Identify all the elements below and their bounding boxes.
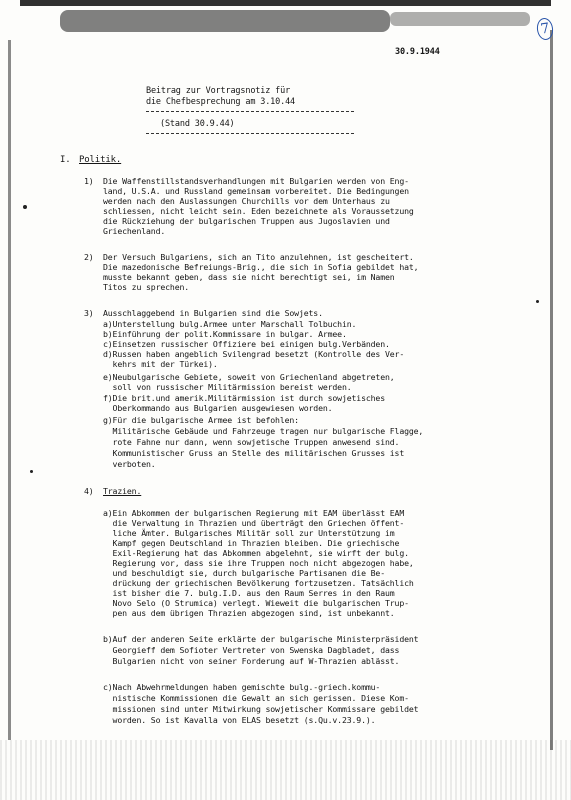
paragraph-3-intro: Ausschlaggebend in Bulgarien sind die Sowjets.	[103, 308, 323, 318]
paragraph-1-line: Griechenland.	[103, 226, 166, 236]
paragraph-3-item: e)Neubulgarische Gebiete, soweit von Griechenland abgetreten,	[103, 372, 395, 382]
paragraph-4a-line: liche Ämter. Bulgarisches Militär soll zur Unterstützung im	[103, 528, 395, 538]
paragraph-4a-line: ist bisher die 7. bulg.I.D. aus den Raum Serres in den Raum	[103, 588, 395, 598]
paragraph-2-line: Die mazedonische Befreiungs-Brig., die sich in Sofia gebildet hat,	[103, 262, 419, 272]
paragraph-1-line: Die Waffenstillstandsverhandlungen mit Bulgarien werden von Eng-	[103, 176, 409, 186]
paragraph-2-number: 2)	[84, 252, 94, 262]
paragraph-4a-line: pen aus dem übrigen Thrazien abgezogen sind, ist unbekannt.	[103, 608, 395, 618]
paragraph-4b-line: Georgieff dem Sofioter Vertreter von Swenska Dagbladet, dass	[103, 645, 400, 655]
paragraph-4b-line: b)Auf der anderen Seite erklärte der bulgarische Ministerpräsident	[103, 634, 419, 644]
copy-speck	[30, 470, 33, 473]
paragraph-4a-line: drückung der griechischen Bevölkerung fortzusetzen. Tatsächlich	[103, 578, 414, 588]
document-date: 30.9.1944	[395, 47, 440, 57]
copy-speck	[23, 205, 27, 209]
paragraph-2-line: Der Versuch Bulgariens, sich an Tito anzulehnen, ist gescheitert.	[103, 252, 414, 262]
paragraph-2-line: Titos zu sprechen.	[103, 282, 190, 292]
paragraph-3-item: b)Einführung der polit.Kommissare in bulgar. Armee.	[103, 329, 347, 339]
paragraph-2-line: musste bekannt geben, dass sie nicht berechtigt sei, im Namen	[103, 272, 395, 282]
paragraph-4-number: 4)	[84, 486, 94, 496]
copy-edge-right	[550, 30, 553, 750]
copy-edge-left	[8, 40, 11, 740]
paragraph-1-line: land, U.S.A. und Russland gemeinsam vorbereitet. Die Bedingungen	[103, 186, 409, 196]
paragraph-4a-line: die Verwaltung in Thrazien und überträgt den Griechen öffent-	[103, 518, 405, 528]
title-status: (Stand 30.9.44)	[160, 119, 235, 129]
paragraph-3-item: g)Für die bulgarische Armee ist befohlen:	[103, 415, 299, 425]
copy-speck	[536, 300, 539, 303]
paragraph-4c-line: missionen sind unter Mitwirkung sowjetischer Kommissare gebildet	[103, 704, 419, 714]
paragraph-3-item: Kommunistischer Gruss an Stelle des militärischen Grusses ist	[103, 448, 405, 458]
paragraph-3-item: f)Die brit.und amerik.Militärmission ist durch sowjetisches	[103, 393, 385, 403]
paragraph-4a-line: und beschuldigt sie, durch bulgarische Partisanen die Be-	[103, 568, 385, 578]
paragraph-1-number: 1)	[84, 176, 94, 186]
paragraph-4a-line: Regierung vor, dass sie ihre Truppen noch nicht abgezogen habe,	[103, 558, 414, 568]
paragraph-3-item: kehrs mit der Türkei).	[103, 359, 218, 369]
paragraph-3-item: soll von russischer Militärmission bereist werden.	[103, 382, 352, 392]
paragraph-4a-line: Kampf gegen Deutschland in Thrazien bleiben. Die griechische	[103, 538, 400, 548]
paragraph-1-line: die Rückziehung der bulgarischen Truppen aus Jugoslavien und	[103, 216, 390, 226]
title-line-2: die Chefbesprechung am 3.10.44	[146, 97, 296, 107]
paragraph-1-line: schliessen, nicht leicht sein. Eden bezeichnete als Voraussetzung	[103, 206, 414, 216]
paragraph-4-title: Trazien.	[103, 486, 142, 496]
title-status-underline	[146, 133, 354, 134]
section-label: I.	[60, 155, 71, 165]
paragraph-3-item: c)Einsetzen russischer Offiziere bei einigen bulg.Verbänden.	[103, 339, 390, 349]
copy-noise-bottom	[0, 740, 571, 800]
paragraph-4a-line: Exil-Regierung hat das Abkommen abgelehnt, sie wirft der bulg.	[103, 548, 409, 558]
paragraph-3-item: Militärische Gebäude und Fahrzeuge tragen nur bulgarische Flagge,	[103, 426, 424, 436]
paragraph-4c-line: nistische Kommissionen die Gewalt an sich gerissen. Diese Kom-	[103, 693, 409, 703]
paragraph-3-item: d)Russen haben angeblich Svilengrad besetzt (Kontrolle des Ver-	[103, 349, 405, 359]
paragraph-4c-line: c)Nach Abwehrmeldungen haben gemischte bulg.-griech.kommu-	[103, 682, 381, 692]
title-line-1: Beitrag zur Vortragsnotiz für	[146, 86, 291, 96]
paragraph-4a-line: a)Ein Abkommen der bulgarischen Regierung mit EAM überlässt EAM	[103, 508, 405, 518]
paragraph-1-line: werden nach den Auslassungen Churchills vor dem Unterhaus zu	[103, 196, 390, 206]
paragraph-3-item: rote Fahne nur dann, wenn sowjetische Truppen anwesend sind.	[103, 437, 400, 447]
paragraph-4a-line: Novo Selo (O Strumica) verlegt. Wieweit die bulgarischen Trup-	[103, 598, 409, 608]
paragraph-3-item: verboten.	[103, 459, 156, 469]
copy-edge-top	[20, 0, 551, 6]
paragraph-3-item: a)Unterstellung bulg.Armee unter Marschall Tolbuchin.	[103, 319, 357, 329]
page-number-circle: 7	[536, 17, 555, 41]
copy-smudge-top-right	[390, 12, 530, 26]
title-underline	[146, 111, 354, 112]
section-title: Politik.	[79, 155, 122, 165]
paragraph-4b-line: Bulgarien nicht von seiner Forderung auf W-Thrazien ablässt.	[103, 656, 400, 666]
paragraph-3-number: 3)	[84, 308, 94, 318]
copy-smudge-top	[60, 10, 390, 32]
paragraph-4c-line: worden. So ist Kavalla von ELAS besetzt (s.Qu.v.23.9.).	[103, 715, 376, 725]
paragraph-3-item: Oberkommando aus Bulgarien ausgewiesen worden.	[103, 403, 333, 413]
